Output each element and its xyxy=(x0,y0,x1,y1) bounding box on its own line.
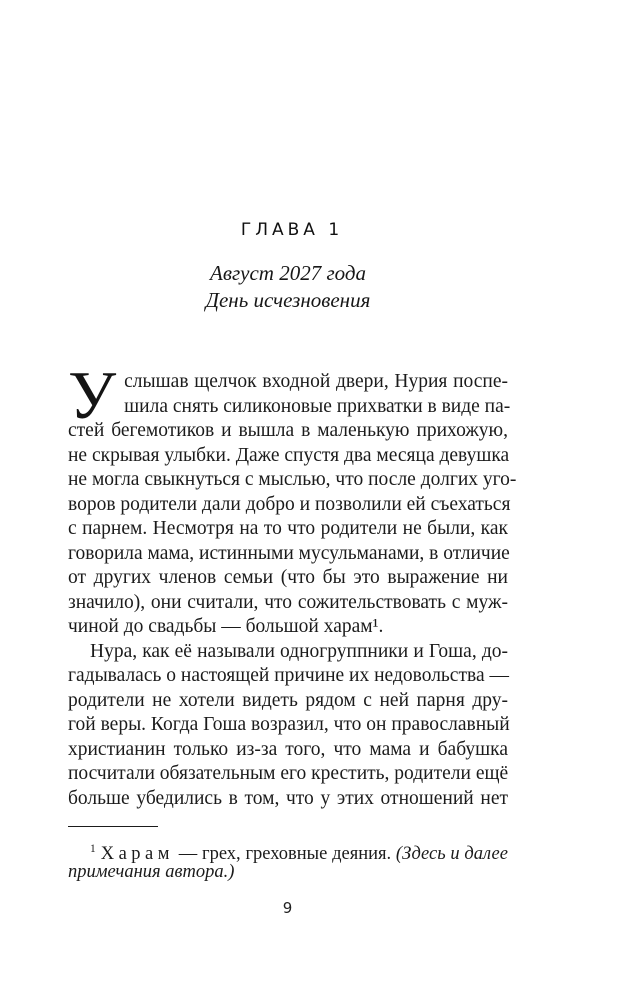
body-line: стей бегемотиков и вышла в маленькую прихожую, xyxy=(68,420,508,441)
body-line: посчитали обязательным его крестить, родители ещё xyxy=(68,763,509,784)
body-line: не могла свыкнуться с мыслью, что после долгих уго- xyxy=(68,469,517,490)
page-number: 9 xyxy=(282,899,294,917)
chapter-subtitle xyxy=(68,260,508,314)
body-line: больше убедились в том, что у этих отношений нет xyxy=(68,787,508,809)
chapter-subtitle-date: Август 2027 года xyxy=(210,261,366,285)
footnote-definition: — грех, греховные деяния. xyxy=(173,844,396,865)
body-line: гой веры. Когда Гоша возразил, что он православный xyxy=(68,714,510,735)
chapter-subtitle-event: День исчезновения xyxy=(205,288,371,312)
footnote xyxy=(68,838,508,883)
drop-cap: У xyxy=(68,357,117,433)
body-line: гадывалась о настоящей причине их недовольства — xyxy=(68,665,509,686)
footnote-author-note-part2: примечания автора.) xyxy=(68,861,235,882)
body-line: не скрывая улыбки. Даже спустя два месяца девушка xyxy=(68,444,510,466)
body-line: христианин только из-за того, что мама и бабушка xyxy=(68,738,508,760)
body-line: говорила мама, истинными мусульманами, в отличие xyxy=(68,542,510,564)
body-line: чиной до свадьбы — большой харам¹. xyxy=(68,616,384,637)
chapter-heading: ГЛАВА 1 xyxy=(240,220,344,240)
body-line: Нура, как её называли одногруппники и Гоша, до- xyxy=(90,640,508,662)
body-line: родители не хотели видеть рядом с ней парня дру- xyxy=(68,689,508,711)
footnote-line xyxy=(68,838,508,865)
footnote-marker: 1 xyxy=(90,843,96,855)
body-line: воров родители дали добро и позволили ей съехаться xyxy=(68,493,511,515)
body-line: слышав щелчок входной двери, Нурия поспе- xyxy=(124,371,508,392)
body-line: шила снять силиконовые прихватки в виде па- xyxy=(124,395,511,417)
body-line: с парнем. Несмотря на то что родители не были, как xyxy=(68,518,508,539)
footnote-term: Харам xyxy=(100,844,174,865)
body-line: значило), они считали, что сожительствовать с муж- xyxy=(68,591,508,613)
body-text xyxy=(68,357,517,811)
footnote-author-note-part1: (Здесь и далее xyxy=(395,844,508,865)
body-line: от других членов семьи (что бы это выражение ни xyxy=(68,567,508,588)
footnote-rule xyxy=(68,826,158,827)
